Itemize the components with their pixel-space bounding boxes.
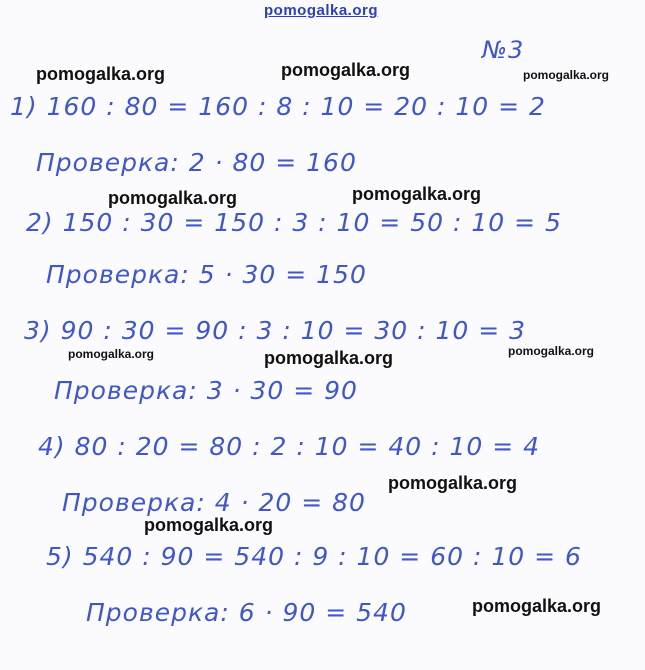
task-3-check: Проверка: 3 · 30 = 90 <box>54 376 358 405</box>
watermark: pomogalka.org <box>68 347 155 361</box>
exercise-number: №3 <box>482 36 525 64</box>
task-1-check: Проверка: 2 · 80 = 160 <box>36 148 357 177</box>
watermark: pomogalka.org <box>108 188 238 208</box>
watermark: pomogalka.org <box>523 68 610 82</box>
task-3-equation: 3) 90 : 30 = 90 : 3 : 10 = 30 : 10 = 3 <box>24 316 527 345</box>
watermark: pomogalka.org <box>36 64 166 84</box>
task-1-equation: 1) 160 : 80 = 160 : 8 : 10 = 20 : 10 = 2 <box>10 92 546 121</box>
task-4-equation: 4) 80 : 20 = 80 : 2 : 10 = 40 : 10 = 4 <box>38 432 541 461</box>
task-4-check: Проверка: 4 · 20 = 80 <box>62 488 366 517</box>
watermark: pomogalka.org <box>352 184 482 204</box>
task-2-equation: 2) 150 : 30 = 150 : 3 : 10 = 50 : 10 = 5 <box>26 208 562 237</box>
watermark: pomogalka.org <box>281 60 411 80</box>
task-5-equation: 5) 540 : 90 = 540 : 9 : 10 = 60 : 10 = 6 <box>46 542 582 571</box>
watermark: pomogalka.org <box>264 348 394 368</box>
watermark: pomogalka.org <box>508 344 595 358</box>
watermark: pomogalka.org <box>472 596 602 616</box>
watermark: pomogalka.org <box>144 515 274 535</box>
watermark: pomogalka.org <box>388 473 518 493</box>
task-5-check: Проверка: 6 · 90 = 540 <box>86 598 407 627</box>
header-watermark: pomogalka.org <box>264 2 379 19</box>
task-2-check: Проверка: 5 · 30 = 150 <box>46 260 367 289</box>
